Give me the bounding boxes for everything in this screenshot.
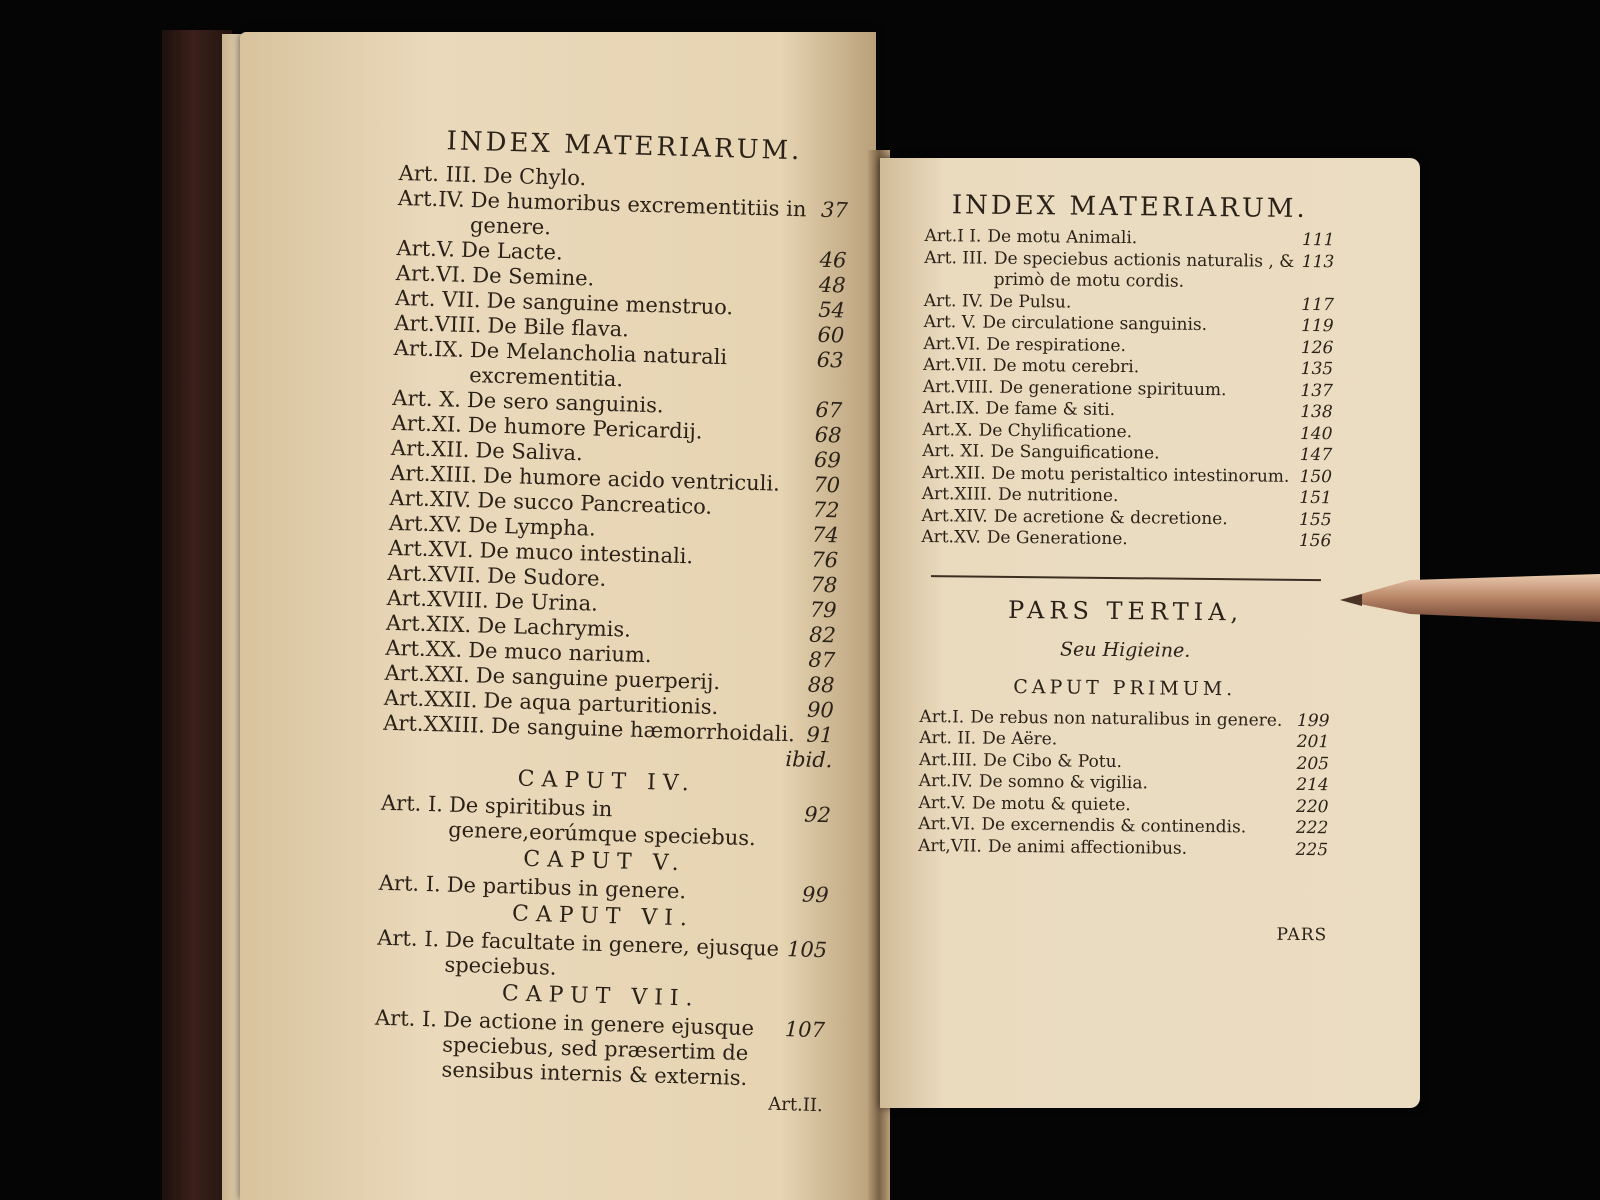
right-index-list [921,226,1334,553]
entry-article: Art.V. [396,235,456,262]
entry-page: 214 [1296,774,1329,796]
entry-page: 150 [1299,466,1333,487]
entry-title: De muco narium. [467,638,652,668]
entry-title: De sero sanguinis. [466,387,664,418]
entry-page: 111 [1301,229,1335,251]
entry-title: De Sudore. [486,563,607,591]
entry-title: De Cibo & Potu. [983,750,1123,772]
entry-page: 119 [1301,315,1334,337]
caput-heading: CAPUT IV. [517,766,697,797]
entry-article: Art.IV. [397,185,466,212]
entry-page: 147 [1299,444,1333,466]
entry-title: De somno & vigilia. [978,771,1149,794]
entry-title: De motu peristaltico intestinorum. [991,463,1290,487]
caput-heading: CAPUT VII. [501,981,700,1012]
entry-page: 46 [819,247,847,273]
entry-article: Art.VI. [918,813,976,835]
entry-article: Art.VI. [395,260,467,287]
entry-article: Art. I. [376,925,440,952]
right-catchword: PARS [1276,924,1328,946]
entry-title: De animi affectionibus. [987,836,1188,859]
entry-title: De motu Animali. [987,226,1138,249]
pencil-pointer-icon [1340,570,1600,626]
entry-page: 78 [810,572,838,598]
entry-title: De humoribus excrementitiis in genere. [469,188,807,240]
caput-heading: CAPUT VI. [511,901,695,932]
entry-title: De Generatione. [986,527,1128,550]
entry-article: Art. IV. [923,290,984,312]
entry-article: Art.XII. [921,462,986,484]
entry-article: Art. I. [380,790,444,817]
entry-title: De aqua parturitionis. [483,688,719,720]
entry-page: 87 [808,647,836,673]
entry-article: Art. I. [378,870,442,897]
entry-title: De nutritione. [998,484,1119,507]
entry-title: De excernendis & continendis. [981,814,1247,838]
entry-page: 225 [1295,839,1329,860]
entry-article: Art.XIV. [389,485,472,513]
entry-article: Art.XVI. [387,535,474,563]
entry-article: Art.IV. [918,770,973,792]
entry-article: Art. VII. [394,285,481,313]
entry-title: De sanguine menstruo. [486,288,734,320]
entry-article: Art. III. [398,160,478,188]
entry-article: Art.XIII. [389,460,478,488]
entry-title: De Chylo. [482,163,587,191]
entry-title: De motu cerebri. [992,355,1140,378]
entry-article: Art.III. [918,749,978,771]
entry-page: 220 [1296,796,1329,817]
entry-title: De humore acido ventriculi. [482,463,781,496]
entry-article: Art.XVIII. [386,585,490,613]
entry-page: 72 [812,497,840,523]
left-page-text [373,125,850,1116]
right-page-heading: INDEX MATERIARUM. [951,190,1308,225]
entry-title: De generatione spirituum. [999,377,1227,400]
entry-title: De circulatione sanguinis. [982,312,1208,335]
caput-heading: CAPUT PRIMUM. [1013,675,1237,700]
entry-article: Art.XIX. [385,610,472,638]
entry-title: De Bile flava. [487,313,630,342]
entry-title: De muco intestinali. [479,538,694,569]
entry-article: Art.I. [919,706,965,727]
left-catchword: Art.II. [767,1093,824,1117]
entry-title: De Melancholia naturali excrementitia. [468,338,728,392]
entry-title: De humore Pericardij. [467,413,703,444]
entry-page: 105 [786,937,828,963]
entry-article: Art.VI. [923,333,981,355]
entry-article: Art.XIV. [921,505,988,527]
entry-article: Art.VIII. [922,376,994,398]
entry-article: Art,VII. [918,835,982,857]
entry-title: De sanguine puerperij. [475,663,721,695]
entry-title: De succo Pancreatico. [476,488,713,519]
entry-article: Art.XV. [921,526,981,548]
entry-article: Art. III. [924,247,988,269]
entry-page: 126 [1300,337,1334,358]
entry-title: De Chylificatione. [978,420,1133,442]
entry-title: De Sanguificatione. [990,441,1160,464]
entry-title: De Lacte. [460,237,564,265]
entry-article: Art.XIII. [921,483,993,505]
entry-article: Art.XII. [390,435,470,463]
entry-page: 199 [1296,710,1330,731]
entry-article: Art.XI. [391,410,463,437]
entry-page: 135 [1300,358,1334,380]
entry-page: 222 [1295,817,1329,839]
entry-page: 67 [815,397,843,423]
index-entry [921,527,1331,553]
entry-title: De facultate in genere, ejusque speciebus. [444,927,780,980]
caput-heading: CAPUT V. [522,846,687,877]
entry-title: De acretione & decretione. [993,506,1228,529]
entry-title: De motu & quiete. [971,793,1131,815]
entry-title: De respiratione. [986,334,1127,356]
entry-page: 155 [1299,509,1332,530]
entry-page: 140 [1299,423,1333,444]
entry-page: 92 [803,802,832,828]
entry-article: Art.VIII. [394,310,482,338]
index-entry [373,1006,825,1094]
index-entry [918,835,1328,861]
entry-page [819,173,849,174]
entry-page: 69 [813,447,842,473]
entry-title: De actione in genere ejusque speciebus, sed præsertim de sensibus internis & externis. [441,1007,755,1091]
entry-page: 90 [806,697,835,723]
entry-article: Art.XXI. [384,660,471,688]
entry-page: 70 [813,472,841,498]
entry-page: 107 [784,1017,826,1043]
entry-page: 68 [814,422,842,448]
entry-article: Art.X. [922,419,973,441]
entry-article: Art. V. [923,311,977,333]
left-sections [373,763,832,1093]
entry-page: 60 [817,322,845,348]
pars-title: PARS TERTIA, [1007,595,1244,626]
entry-page: ibid. [785,747,833,773]
entry-title: De sanguine hæmorrhoidali. [490,713,796,747]
entry-title: De Urina. [494,588,599,616]
entry-page: 137 [1300,380,1334,401]
entry-title: De Semine. [471,263,595,291]
entry-page: 99 [801,882,829,908]
entry-title: De partibus in genere. [446,872,687,904]
right-page-text [917,190,1335,945]
entry-article: Art.XVII. [387,560,482,588]
entry-page: 48 [818,272,847,298]
entry-article: Art.IX. [393,335,465,362]
entry-page: 54 [817,297,846,323]
entry-article: Art.XV. [388,510,463,537]
entry-article: Art. X. [392,385,462,412]
entry-title: De speciebus actionis naturalis , & primò de motu cordis. [993,248,1295,292]
right-index-list-2 [918,706,1330,861]
entry-article: Art.I I. [924,225,982,247]
entry-article: Art.V. [918,792,967,813]
entry-article: Art.XXII. [383,685,478,713]
entry-title: De Lachrymis. [476,613,632,642]
entry-page: 117 [1301,294,1334,315]
pars-subtitle: Seu Higieine. [1059,637,1191,662]
entry-page: 63 [816,347,844,373]
left-index-list [382,161,849,773]
entry-title: De Aëre. [982,728,1058,750]
index-entry [924,247,1334,294]
entry-page: 156 [1298,530,1332,552]
entry-title: De Lympha. [467,513,597,541]
left-page-heading: INDEX MATERIARUM. [446,126,803,167]
entry-article: Art.VII. [923,354,988,376]
entry-page: 74 [811,522,840,548]
entry-article: Art. XI. [922,440,985,462]
entry-page: 201 [1296,731,1330,753]
entry-title: De Saliva. [475,438,584,466]
entry-page: 82 [808,622,837,648]
entry-page: 88 [807,672,835,698]
entry-page: 205 [1296,753,1330,774]
entry-article: Art.IX. [922,397,980,419]
entry-article: Art. II. [919,727,977,749]
entry-page: 113 [1301,251,1335,272]
entry-article: Art.XXIII. [382,710,486,738]
section-divider [931,575,1321,581]
entry-page: 76 [810,547,839,573]
entry-article: Art. I. [374,1005,438,1032]
entry-page: 138 [1300,401,1333,423]
entry-page: 151 [1299,487,1332,509]
entry-page: 79 [809,597,837,623]
entry-title: De fame & siti. [985,398,1116,421]
entry-title: De Pulsu. [989,291,1072,313]
entry-article: Art.XX. [385,635,463,662]
entry-page: 91 [806,722,834,748]
entry-title: De rebus non naturalibus in genere. [970,707,1283,731]
entry-page: 37 [820,197,849,223]
entry-title: De spiritibus in genere,eorúmque speciebus. [447,792,757,851]
